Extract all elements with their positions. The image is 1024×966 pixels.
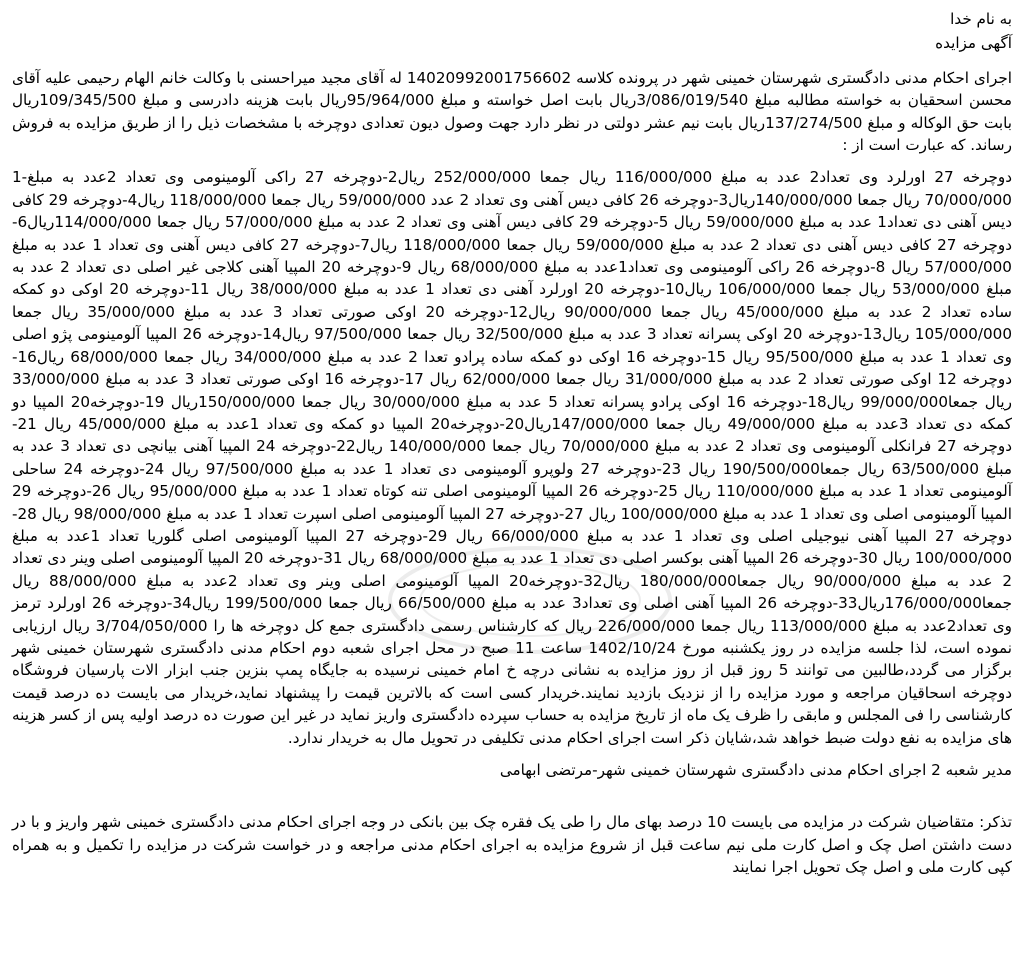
note-paragraph: تذکر: متقاضیان شرکت در مزایده می بایست 10 درصد بهای مال را طی یک فقره چک بین بانکی در وجه اجرای احکام مدنی دادگستری خمینی شهر واریز و با در دست داشتن اصل چک و اصل کارت ملی نیم ساعت قبل از شروع مزایده به اجرای احکام مدنی مراجعه و در خواست شرکت در مزایده را تکمیل و به همراه کپی کارت ملی و اصل چک تحویل اجرا نمایند: [12, 813, 1012, 877]
notice-title: آگهی مزایده: [935, 34, 1012, 53]
items-paragraph: دوچرخه 27 اورلرد وی تعداد2 عدد به مبلغ 116/000/000 ریال جمعا 252/000/000 ریال2-دوچرخه 27 راکی آلومینومی وی تعداد 2عدد به مبلغ-1 70/000/000 ریال جمعا 140/000/000ریال3-دوچرخه 26 کافی دیس آهنی وی تعداد 2 عدد 59/000/000 ریال جمعا 118/000/000 ریال4-دوچرخه 29 کافی دیس آهنی دی تعداد1 عدد به مبلغ 59/000/000 ریال 5-دوچرخه 29 کافی دیس آهنی وی تعداد 2 عدد به مبلغ 57/000/000 ریال جمعا 114/000/000ریال6-دوچرخه 27 کافی دیس آهنی دی تعداد 2 عدد به مبلغ 59/000/000 ریال جمعا 118/000/000 ریال7-دوچرخه 27 کافی دیس آهنی وی تعداد 1 عدد به مبلغ 57/000/000 ریال 8-دوچرخه 26 راکی آلومینومی وی تعداد1عدد به مبلغ 68/000/000 ریال 9-دوچرخه 20 المپیا آهنی کلاجی غیر اصلی دی تعداد 2 عدد به مبلغ 53/000/000 ریال جمعا 106/000/000 ریال10-دوچرخه 20 اورلرد آهنی دی تعداد 1 عدد به مبلغ 38/000/000 ریال 11-دوچرخه 20 اوکی دو کمکه ساده تعداد 2 عدد به مبلغ 45/000/000 ریال جمعا 90/000/000 ریال12-دوچرخه 20 اوکی صورتی تعداد 3 عدد به مبلغ 35/000/000 ریال جمعا 105/000/000 ریال13-دوچرخه 20 اوکی پسرانه تعداد 3 عدد به مبلغ 32/500/000 ریال جمعا 97/500/000 ریال14-دوچرخه 26 المپیا آلومینومی پژو اصلی وی تعداد 1 عدد به مبلغ 95/500/000 ریال 15-دوچرخه 16 اوکی دو کمکه ساده پرادو تعدا 2 عدد به مبلغ 34/000/000 ریال جمعا 68/000/000 ریال16-دوچرخه 12 اوکی صورتی تعداد 2 عدد به مبلغ 31/000/000 ریال جمعا 62/000/000 ریال 17-دوچرخه 16 اوکی صورتی تعداد 3 عدد به مبلغ 33/000/000 ریال جمعا99/000/000 ریال18-دوچرخه 16 اوکی پرادو پسرانه تعداد 5 عدد به مبلغ 30/000/000 ریال جمعا 150/000/000ریال 19-دوچرخه20 المپیا دو کمکه دی تعداد 3عدد به مبلغ 49/000/000 ریال جمعا 147/000/000ریال20-دوچرخه20 المپیا دو کمکه وی تعداد 1عدد به مبلغ 45/000/000 ریال 21-دوچرخه 27 فرانکلی آلومینومی وی تعداد 2 عدد به مبلغ 70/000/000 ریال جمعا 140/000/000 ریال22-دوچرخه 24 المپیا آهنی بیانچی دی تعداد 3 عدد به مبلغ 63/500/000 ریال جمعا190/500/000 ریال 23-دوچرخه 27 ولوپرو آلومینومی دی تعداد 1 عدد به مبلغ 97/500/000 ریال 24-دوچرخه 24 ساحلی آلومینومی تعداد 1 عدد به مبلغ 110/000/000 ریال 25-دوچرخه 26 المپیا آلومینومی اصلی تنه کوتاه تعداد 1 عدد به مبلغ 95/000/000 ریال 26-دوچرخه 29 المپیا آلومینومی اصلی وی تعداد 1 عدد به مبلغ 100/000/000 ریال 27-دوچرخه 27 المپیا آلومینومی اصلی اسپرت تعداد 1 عدد به مبلغ 98/000/000 ریال 28-دوچرخه 27 المپیا آهنی نیوجیلی اصلی وی تعداد 1 عدد به مبلغ 66/000/000 ریال 29-دوچرخه 27 المپیا آلومینومی اصلی گلوریا تعداد 1عدد به مبلغ 100/000/000 ریال 30-دوچرخه 26 المپیا آهنی بوکسر اصلی دی تعداد 1 عدد به مبلغ 68/000/000 ریال 31-دوچرخه 20 المپیا آلومینومی اصلی وینر دی تعداد 2 عدد به مبلغ 90/000/000 ریال جمعا180/000/000 ریال32-دوچرخه20 المپیا آلومینومی اصلی وینر وی تعداد 2عدد به مبلغ 88/000/000 ریال جمعا176/000/000ریال33-دوچرخه 26 المپیا آهنی اصلی وی تعداد3 عدد به مبلغ 66/500/000 ریال جمعا 199/500/000 ریال34-دوچرخه 26 اورلرد ترمز وی تعداد2عدد به مبلغ 113/000/000 ریال جمعا 226/000/000 ریال که کارشناس رسمی دادگستری جمع کل دوچرخه ها را 3/704/050/000 ریال ارزیابی نموده است، لذا جلسه مزایده در روز یکشنبه مورخ 1402/10/24 ساعت 11 صبح در محل اجرای شعبه دوم احکام مدنی دادگستری شهرستان خمینی شهر برگزار می گردد،طالبین می توانند 5 روز قبل از روز مزایده به نشانی درچه خ امام خمینی نرسیده به جایگاه پمپ بنزین جنب ابزار الات پارسیان فروشگاه دوچرخه اسحاقیان مراجعه و مورد مزایده را از نزدیک بازدید نمایند.خریدار کسی است که بالاترین قیمت را پیشنهاد نماید،خریدار می بایست ده درصد قیمت کارشناسی را فی المجلس و مابقی را ظرف یک ماه از تاریخ مزایده به حساب سپرده دادگستری واریز نماید در غیر این صورت ده درصد اولیه پس از کسر هزینه های مزایده به نفع دولت ضبط خواهد شد،شایان ذکر است اجرای احکام مدنی تکلیفی در تحویل مال به خریدار ندارد.: [12, 168, 1013, 747]
bismillah: به نام خدا: [950, 10, 1012, 28]
signature: مدیر شعبه 2 اجرای احکام مدنی دادگستری شهرستان خمینی شهر-مرتضی ابهامی: [499, 761, 1012, 779]
intro-paragraph: اجرای احکام مدنی دادگستری شهرستان خمینی شهر در پرونده کلاسه 14020992001756602 له آقای مجید میراحسنی با وکالت خانم الهام رحیمی علیه آقای محسن اسحقیان به خواسته مطالبه مبلغ 3/086/019/540ریال بابت اصل خواسته و مبلغ 95/964/000ریال بابت هزینه دادرسی و مبلغ 109/345/500ریال بابت حق الوکاله و مبلغ 137/274/500ریال بابت نیم عشر دولتی در نظر دارد جهت وصول دیون تعدادی دوچرخه با مشخصات ذیل را از طریق مزایده به فروش رساند. که عبارت است از :: [12, 68, 1012, 155]
